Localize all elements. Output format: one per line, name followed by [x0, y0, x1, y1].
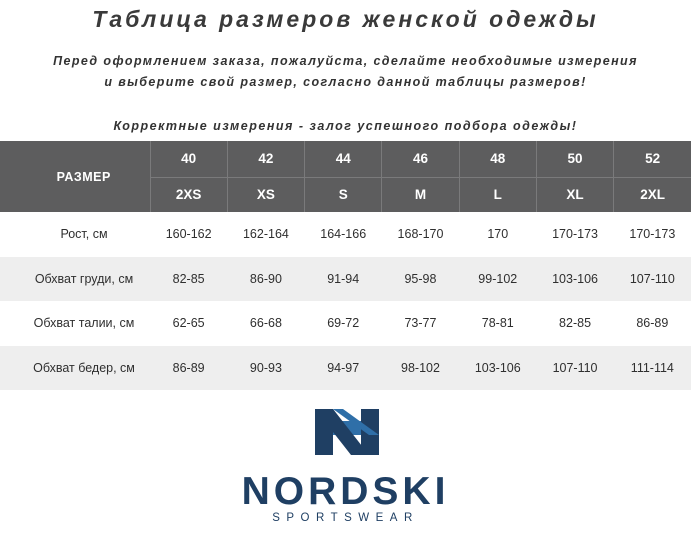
size-intl-cell: 2XL	[614, 177, 691, 212]
row-label: Обхват талии, см	[33, 316, 135, 331]
table-cell: 170-173	[629, 227, 676, 242]
size-ru-cell: 50	[536, 141, 613, 177]
table-cell: 78-81	[481, 316, 514, 331]
table-cell: 168-170	[397, 227, 444, 242]
table-cell: 86-89	[636, 316, 669, 331]
table-row-hips	[0, 346, 691, 391]
brand-logo-text: NORDSKI	[241, 470, 450, 513]
instruction-line-1: Перед оформлением заказа, пожалуйста, сделайте необходимые измерения	[53, 54, 638, 68]
table-cell: 99-102	[459, 257, 536, 302]
size-ru-cell: 40	[150, 141, 227, 177]
size-intl-cell: 2XS	[150, 177, 227, 212]
tagline: Корректные измерения - залог успешного подбора одежды!	[113, 119, 578, 133]
table-cell: 162-164	[242, 227, 289, 242]
table-cell: 164-166	[320, 227, 367, 242]
row-label: Обхват бедер, см	[0, 346, 150, 391]
size-intl-cell: XS	[227, 177, 304, 212]
size-ru-cell: 42	[227, 141, 304, 177]
table-cell: 103-106	[459, 346, 536, 391]
table-cell: 86-89	[150, 346, 227, 391]
table-cell: 103-106	[536, 257, 613, 302]
table-cell: 82-85	[559, 316, 592, 331]
row-label: Обхват груди, см	[0, 257, 150, 302]
size-ru-cell: 46	[382, 141, 459, 177]
size-ru-cell: 48	[459, 141, 536, 177]
size-intl-cell: S	[305, 177, 382, 212]
table-row-height	[0, 212, 691, 257]
header-row-ru-sizes	[0, 141, 691, 177]
size-ru-cell: 52	[614, 141, 691, 177]
table-row-chest	[0, 257, 691, 302]
table-cell: 73-77	[404, 316, 437, 331]
size-intl-cell: L	[459, 177, 536, 212]
table-cell: 94-97	[305, 346, 382, 391]
table-cell: 95-98	[382, 257, 459, 302]
row-label: Рост, см	[60, 227, 108, 242]
table-cell: 160-162	[165, 227, 212, 242]
size-intl-cell: M	[382, 177, 459, 212]
table-row-waist	[0, 301, 691, 346]
size-intl-cell: XL	[536, 177, 613, 212]
brand-subtitle: SPORTSWEAR	[272, 512, 419, 524]
table-cell: 82-85	[150, 257, 227, 302]
table-cell: 98-102	[382, 346, 459, 391]
table-cell: 69-72	[327, 316, 360, 331]
table-cell: 91-94	[305, 257, 382, 302]
table-cell: 86-90	[227, 257, 304, 302]
size-ru-cell: 44	[305, 141, 382, 177]
table-cell: 62-65	[172, 316, 205, 331]
table-cell: 170-173	[552, 227, 598, 242]
table-cell: 107-110	[614, 257, 691, 302]
table-cell: 90-93	[227, 346, 304, 391]
table-cell: 66-68	[249, 316, 282, 331]
instruction-line-2: и выберите свой размер, согласно данной таблицы размеров!	[104, 75, 587, 89]
table-cell: 111-114	[614, 346, 691, 391]
nordski-n-icon	[313, 405, 381, 459]
page-title: Таблица размеров женской одежды	[92, 6, 599, 32]
table-cell: 107-110	[536, 346, 613, 391]
table-cell: 170	[487, 227, 509, 242]
size-chart-table	[0, 141, 691, 390]
size-header-label: РАЗМЕР	[0, 141, 150, 212]
